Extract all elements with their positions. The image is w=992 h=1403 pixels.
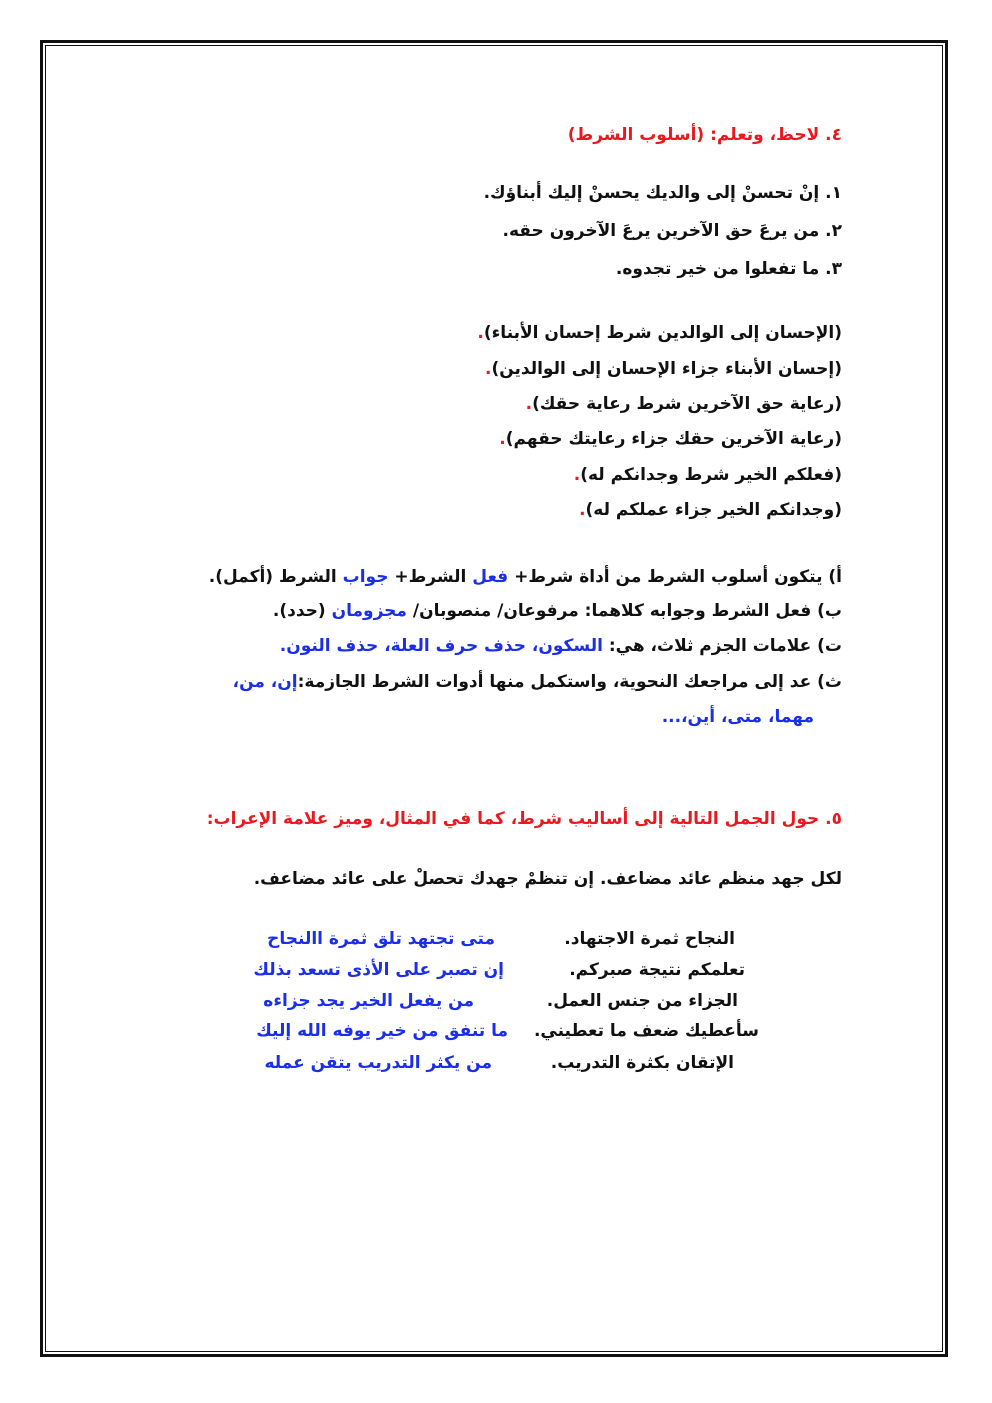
pair-sentence: سأعطيك ضعف ما تعطيني. [533,1021,759,1041]
analysis-text: (وجدانكم الخير جزاء عملكم له) [585,500,842,520]
pair-answer: إن تصبر على الأذى تسعد بذلك [253,960,504,980]
rule-b-answer: مجزومان [331,601,407,621]
example-3: ٣. ما تفعلوا من خير تجدوه. [615,259,842,279]
pair-answer: من يفعل الخير يجد جزاءه [263,991,474,1011]
analysis-line [485,358,842,380]
rule-t-answer: السكون، حذف حرف العلة، حذف النون. [279,636,603,656]
analysis-dot: . [499,429,506,449]
analysis-text: (رعاية حق الآخرين شرط رعاية حقك) [532,394,842,414]
analysis-dot: . [484,359,492,379]
rule-b-text-end: (حدد). [272,601,332,621]
analysis-line [579,499,842,521]
rule-th-continuation: مهما، متى، أين،... [661,707,814,727]
rule-t-text: ت) علامات الجزم ثلاث، هي: [602,636,842,656]
rule-t [280,635,842,657]
example-2: ٢. من يرعَ حق الآخرين يرعَ الآخرون حقه. [502,221,842,241]
section4-heading: ٤. لاحظ، وتعلم: (أسلوب الشرط) [567,125,842,145]
analysis-dot: . [525,394,533,414]
section5-heading: ٥. حول الجمل التالية إلى أساليب شرط، كما في المثال، وميز علامة الإعراب: [206,809,842,829]
rule-th-answer: إن، من، [232,672,298,692]
rule-a-text-end: الشرط (أكمل). [208,567,343,587]
rule-b-text: ب) فعل الشرط وجوابه كلاهما: مرفوعان/ منصوبان/ [406,601,842,621]
rule-a [209,566,842,588]
analysis-text: (الإحسان إلى الوالدين شرط إحسان الأبناء) [483,323,842,343]
pair-sentence: تعلمكم نتيجة صبركم. [569,960,745,980]
section5-example: لكل جهد منظم عائد مضاعف. إن تنظمْ جهدك تحصلْ على عائد مضاعف. [253,869,842,889]
analysis-line [477,322,842,344]
analysis-text: (رعاية الآخرين حقك جزاء رعايتك حقهم) [505,429,842,449]
rule-th-text: ث) عد إلى مراجعك النحوية، واستكمل منها أدوات الشرط الجازمة: [297,672,842,692]
rule-a-answer-2: جواب [342,567,389,587]
rule-th [233,671,842,693]
pair-sentence: النجاح ثمرة الاجتهاد. [564,929,735,949]
pair-answer: من يكثر التدريب يتقن عمله [264,1053,492,1073]
analysis-line [526,393,842,415]
pair-answer: متى تجتهد تلق ثمرة االنجاح [267,929,495,949]
analysis-dot: . [579,500,586,520]
pair-answer: ما تنفق من خير يوفه الله إليك [256,1021,508,1041]
rule-a-answer-1: فعل [472,567,509,587]
analysis-dot: . [477,323,484,343]
analysis-text: (إحسان الأبناء جزاء الإحسان إلى الوالدين) [491,359,842,379]
pair-sentence: الإتقان بكثرة التدريب. [550,1053,734,1073]
rule-a-text-mid: الشرط+ [388,567,473,587]
analysis-dot: . [573,465,581,485]
analysis-line [499,428,842,450]
pair-sentence: الجزاء من جنس العمل. [546,991,738,1011]
analysis-line [574,464,842,486]
rule-b [273,600,842,622]
analysis-text: (فعلكم الخير شرط وجدانكم له) [580,465,842,485]
example-1: ١. إنْ تحسنْ إلى والديك يحسنْ إليك أبناؤك. [483,183,842,203]
rule-a-text: أ) يتكون أسلوب الشرط من أداة شرط+ [508,567,842,587]
